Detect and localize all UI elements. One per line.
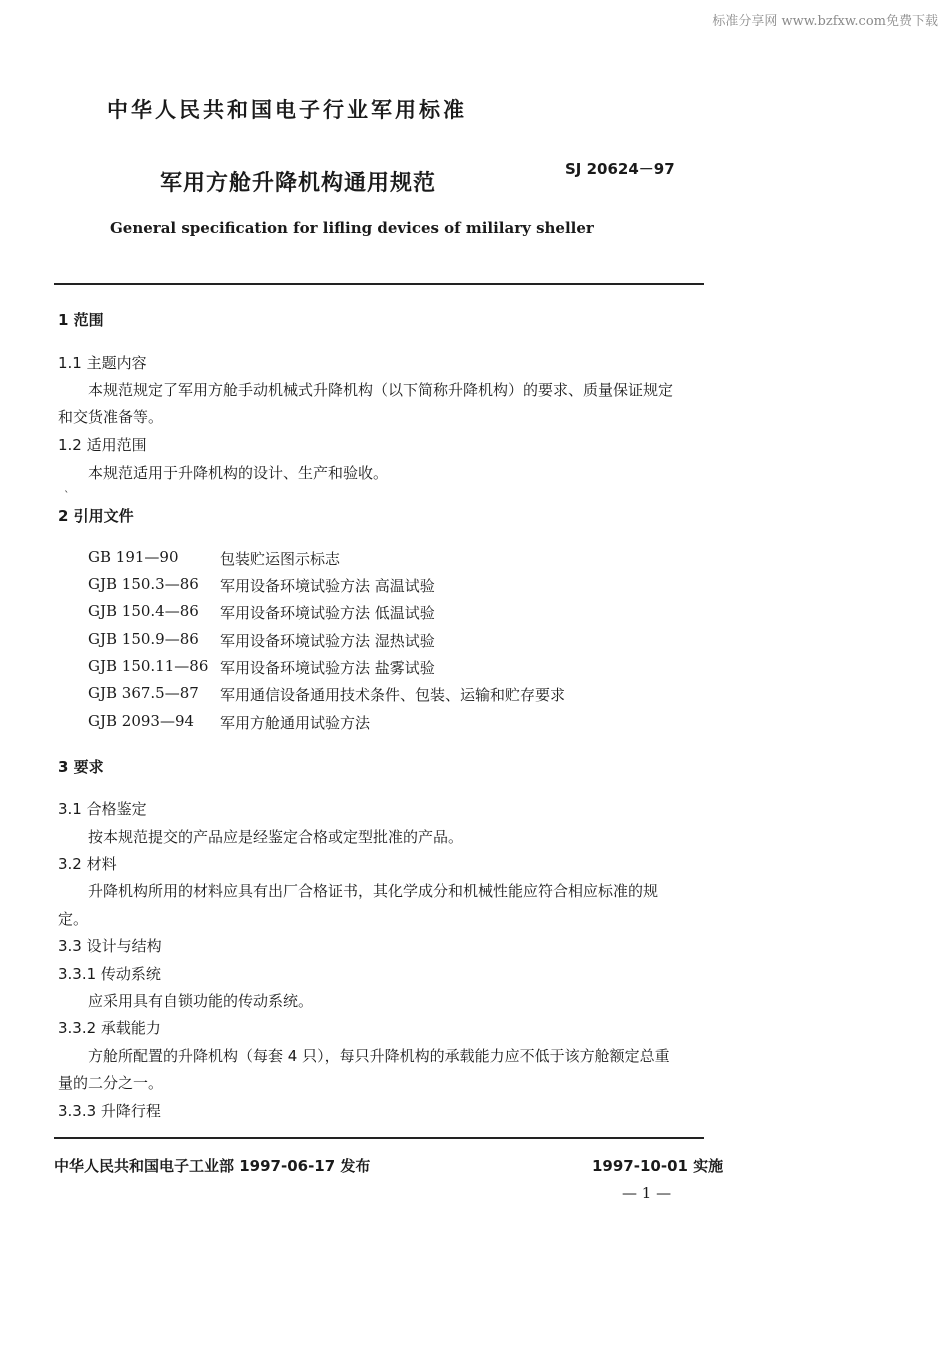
section-1-2-text: 本规范适用于升降机构的设计、生产和验收。 bbox=[88, 464, 389, 482]
scan-mark: ˎ bbox=[64, 480, 70, 493]
section-3-3-2-text: 方舱所配置的升降机构（每套 4 只），每只升降机构的承载能力应不低于该方舱额定总重 bbox=[88, 1047, 670, 1065]
header-divider bbox=[54, 283, 704, 285]
ref-title: 军用设备环境试验方法 高温试验 bbox=[220, 577, 435, 595]
section-3-1-text: 按本规范提交的产品应是经鉴定合格或定型批准的产品。 bbox=[88, 828, 464, 846]
section-3-3-1-heading: 3.3.1 传动系统 bbox=[58, 965, 161, 983]
ref-title: 军用通信设备通用技术条件、包装、运输和贮存要求 bbox=[220, 686, 566, 704]
ref-title: 军用方舱通用试验方法 bbox=[220, 714, 371, 732]
section-2-heading: 2 引用文件 bbox=[58, 507, 134, 525]
section-1-1-heading: 1.1 主题内容 bbox=[58, 354, 147, 372]
section-1-1-text-cont: 和交货准备等。 bbox=[58, 408, 164, 426]
ref-code: GB 191—90 bbox=[88, 548, 179, 566]
section-1-1-text: 本规范规定了军用方舱手动机械式升降机构（以下简称升降机构）的要求、质量保证规定 bbox=[88, 381, 674, 399]
ref-code: GJB 150.11—86 bbox=[88, 657, 209, 675]
section-3-3-2-heading: 3.3.2 承载能力 bbox=[58, 1019, 161, 1037]
section-3-2-heading: 3.2 材料 bbox=[58, 855, 117, 873]
section-3-2-text-cont: 定。 bbox=[58, 910, 89, 928]
section-3-3-1-text: 应采用具有自锁功能的传动系统。 bbox=[88, 992, 314, 1010]
ref-title: 包装贮运图示标志 bbox=[220, 550, 341, 568]
ref-title: 军用设备环境试验方法 低温试验 bbox=[220, 604, 435, 622]
ref-title: 军用设备环境试验方法 盐雾试验 bbox=[220, 659, 435, 677]
ref-code: GJB 150.3—86 bbox=[88, 575, 199, 593]
ref-code: GJB 150.4—86 bbox=[88, 602, 199, 620]
doc-title: 军用方舱升降机构通用规范 bbox=[160, 171, 437, 196]
ref-code: GJB 2093—94 bbox=[88, 712, 195, 730]
section-3-1-heading: 3.1 合格鉴定 bbox=[58, 800, 147, 818]
section-3-3-2-text-cont: 量的二分之一。 bbox=[58, 1074, 164, 1092]
watermark: 标准分享网 www.bzfxw.com免费下载 bbox=[712, 14, 938, 29]
org-title: 中华人民共和国电子行业军用标准 bbox=[107, 98, 467, 122]
standard-number: SJ 20624－97 bbox=[565, 160, 675, 178]
ref-code: GJB 367.5—87 bbox=[88, 684, 199, 702]
effective-date: 1997-10-01 实施 bbox=[592, 1157, 724, 1175]
section-3-2-text: 升降机构所用的材料应具有出厂合格证书，其化学成分和机械性能应符合相应标准的规 bbox=[88, 882, 659, 900]
section-3-3-heading: 3.3 设计与结构 bbox=[58, 937, 162, 955]
section-3-3-3-heading: 3.3.3 升降行程 bbox=[58, 1102, 161, 1120]
section-3-heading: 3 要求 bbox=[58, 758, 104, 776]
issuer-line: 中华人民共和国电子工业部 1997-06-17 发布 bbox=[54, 1157, 371, 1175]
section-1-2-heading: 1.2 适用范围 bbox=[58, 436, 147, 454]
footer-divider bbox=[54, 1137, 704, 1139]
page-number: — 1 — bbox=[622, 1184, 672, 1202]
ref-title: 军用设备环境试验方法 湿热试验 bbox=[220, 632, 435, 650]
ref-code: GJB 150.9—86 bbox=[88, 630, 199, 648]
section-1-heading: 1 范围 bbox=[58, 311, 104, 329]
english-title: General specification for lifling devices of mililary sheller bbox=[110, 219, 594, 237]
